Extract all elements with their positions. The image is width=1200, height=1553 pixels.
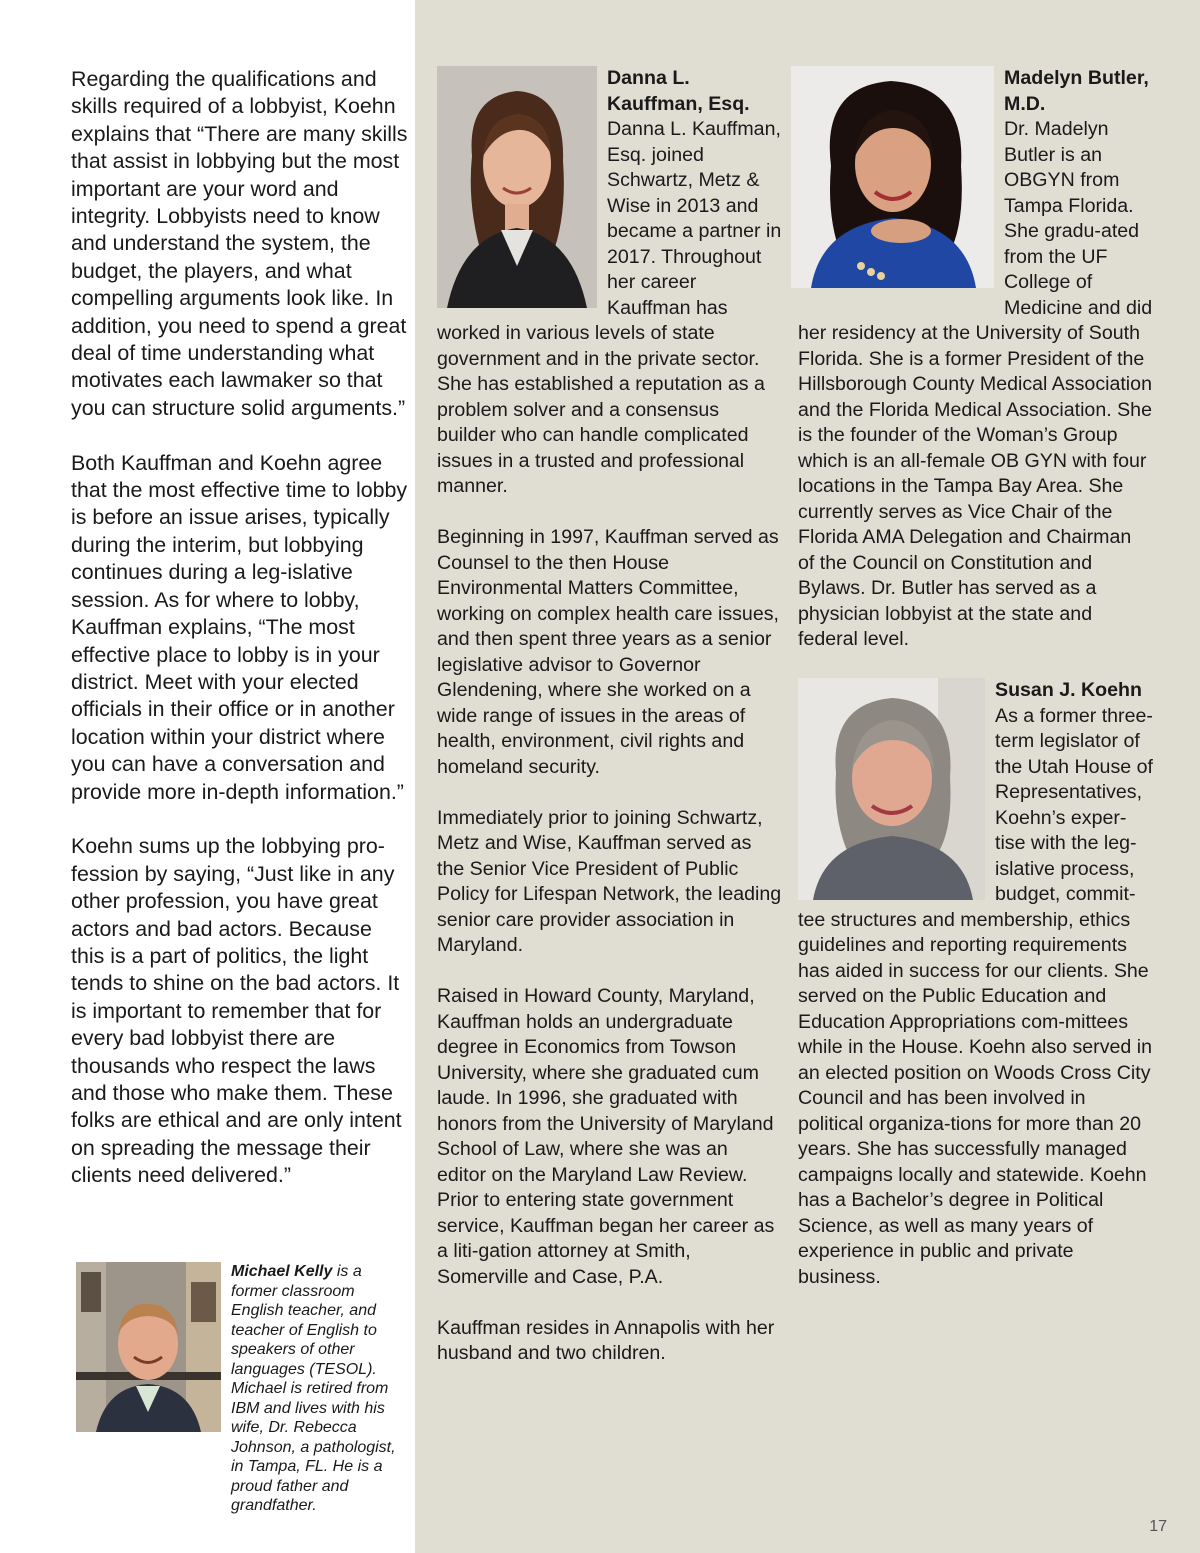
- bio-paragraph: Raised in Howard County, Maryland, Kauffman holds an undergraduate degree in Economics from Towson University, where she graduated cum laude. In 1996, she graduated with honors from the University of Maryland School of Law, where she was an editor on the Maryland Law Review. Prior to entering state government service, Kauffman began her career as a liti-gation attorney at Smith, Somerville and Case, P.A.: [437, 985, 775, 1288]
- article-paragraph: Both Kauffman and Koehn agree that the most effective time to lobby is before an issue arises, typically during the interim, but lobbying continues during a leg-islative session. As for where to lobby, Kauffman explains, “The most effective place to lobby is in your district. Meet with your elected officials in their office or in another location within your district where you can have a conversation and provide more in-depth information.”: [71, 450, 408, 804]
- page-number: 17: [1149, 1518, 1167, 1535]
- kauffman-name: Danna L. Kauffman, Esq.: [607, 67, 750, 115]
- bio-paragraph: As a former three-term legislator of the Utah House of Representatives, Koehn’s exper-tise with the leg-islative process, budget, commit-tee structures and membership, ethics guidelines and reporting requirements has aided in success for our clients. She served on the Public Education and Education Appropriations com-mittees while in the House. Koehn also served in an elected position on Woods Cross City Council and has been involved in political organiza-tions for more than 20 years. She has successfully managed campaigns locally and statewide. Koehn has a Bachelor’s degree in Political Science, as well as many years of experience in public and private business.: [798, 704, 1153, 1288]
- koehn-name: Susan J. Koehn: [995, 679, 1142, 701]
- kauffman-profile: [437, 66, 782, 1392]
- bio-paragraph: Immediately prior to joining Schwartz, Metz and Wise, Kauffman served as the Senior Vice President of Public Policy for Lifespan Network, the leading senior care provider association in Maryland.: [437, 806, 782, 956]
- author-bio-text: is a former classroom English teacher, and teacher of English to speakers of other languages (TESOL). Michael is retired from IBM and lives with his wife, Dr. Rebecca Johnson, a pathologist, in Tampa, FL. He is a proud father and grandfather.: [231, 1263, 396, 1514]
- article-paragraph: Koehn sums up the lobbying pro-fession by saying, “Just like in any other profession, you have great actors and bad actors. Because this is a part of politics, the light tends to shine on the bad actors. It is important to remember that for every bad lobbyist there are thousands who respect the laws and those who make them. These folks are ethical and are only intent on spreading the message their clients need delivered.”: [71, 834, 402, 1188]
- author-photo: [76, 1262, 221, 1432]
- bio-paragraph: Beginning in 1997, Kauffman served as Counsel to the then House Environmental Matters Committee, working on complex health care issues, and then spent three years as a senior legislative advisor to Governor Glendening, where she worked on a wide range of issues in the areas of health, environment, civil rights and homeland security.: [437, 526, 779, 778]
- author-name: Michael Kelly: [231, 1263, 333, 1280]
- butler-photo: [791, 66, 994, 288]
- butler-name: Madelyn Butler, M.D.: [1004, 67, 1149, 115]
- bio-paragraph: Dr. Madelyn Butler is an OBGYN from Tampa Florida. She gradu-ated from the UF College of Medicine and did her residency at the University of South Florida. She is a former President of the Hillsborough County Medical Association and the Florida Medical Association. She is the founder of the Woman’s Group which is an all-female OB GYN with four locations in the Tampa Bay Area. She currently serves as Vice Chair of the Florida AMA Delegation and Chairman of the Council on Constitution and Bylaws. Dr. Butler has served as a physician lobbyist at the state and federal level.: [798, 118, 1153, 650]
- article-body: [71, 66, 411, 1217]
- kauffman-photo: [437, 66, 597, 308]
- author-bio: [231, 1262, 411, 1516]
- article-paragraph: Regarding the qualifications and skills required of a lobbyist, Koehn explains that “There are many skills that assist in lobbying but the most important are your word and integrity. Lobbyists need to know and understand the system, the budget, the players, and what compelling arguments look like. In addition, you need to spend a great deal of time understanding what motivates each lawmaker so that you can structure solid arguments.”: [71, 67, 408, 420]
- right-column-profiles: [798, 66, 1153, 1316]
- bio-paragraph: Danna L. Kauffman, Esq. joined Schwartz, Metz & Wise in 2013 and became a partner in 2017. Throughout her career Kauffman has worked in various levels of state government and in the private sector. She has established a reputation as a problem solver and a consensus builder who can handle complicated issues in a trusted and professional manner.: [437, 118, 782, 497]
- bio-paragraph: Kauffman resides in Annapolis with her husband and two children.: [437, 1316, 775, 1364]
- koehn-photo: [798, 678, 985, 900]
